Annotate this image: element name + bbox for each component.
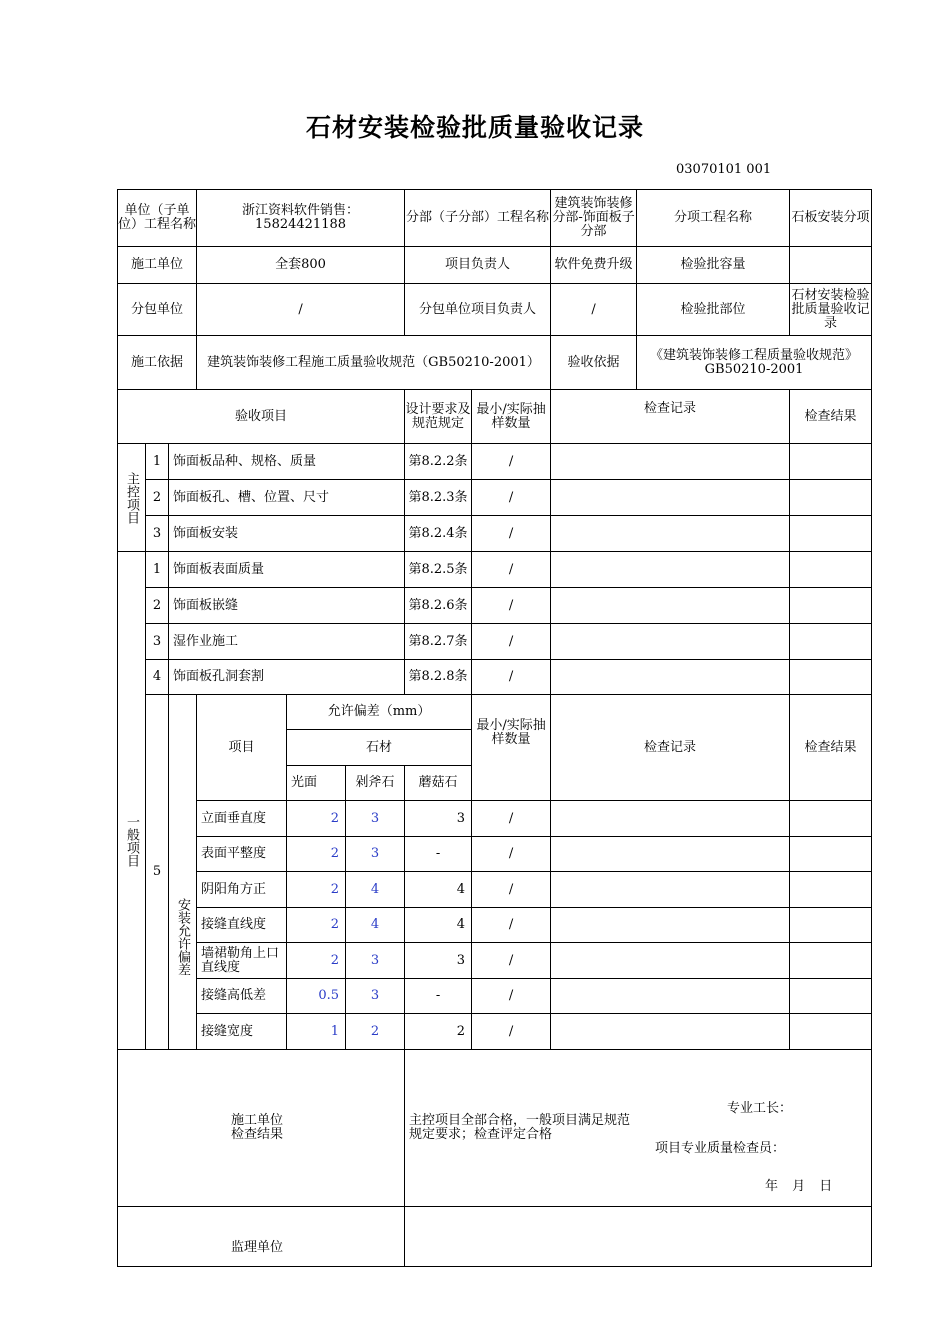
tolerance-item-header: 项目 bbox=[197, 695, 287, 801]
tolerance-sub-header: 蘑菇石 bbox=[405, 766, 472, 801]
table-row bbox=[118, 1014, 872, 1050]
row-no: 2 bbox=[146, 588, 169, 624]
row-name: 接缝直线度 bbox=[197, 908, 287, 943]
pm-value[interactable]: 软件免费升级 bbox=[551, 247, 637, 284]
row-result[interactable] bbox=[790, 1014, 872, 1050]
row-record[interactable] bbox=[551, 801, 790, 837]
row-result[interactable] bbox=[790, 552, 872, 588]
table-row bbox=[118, 624, 872, 660]
row-sample[interactable]: / bbox=[472, 801, 551, 837]
row-no: 1 bbox=[146, 552, 169, 588]
row-no: 3 bbox=[146, 624, 169, 660]
table-row bbox=[118, 837, 872, 872]
record-code: 03070101 001 bbox=[676, 162, 772, 177]
unit-value[interactable]: 浙江资料软件销售：15824421188 bbox=[197, 190, 405, 247]
row-no: 4 bbox=[146, 660, 169, 695]
row-sample[interactable]: / bbox=[472, 444, 551, 480]
row-result[interactable] bbox=[790, 480, 872, 516]
row-result[interactable] bbox=[790, 660, 872, 695]
row-record[interactable] bbox=[551, 588, 790, 624]
table-row bbox=[118, 872, 872, 908]
basis-value[interactable]: 建筑装饰装修工程施工质量验收规范（GB50210-2001） bbox=[197, 336, 551, 390]
row-result[interactable] bbox=[790, 908, 872, 943]
row-name: 饰面板安装 bbox=[169, 516, 405, 552]
part-label: 检验批部位 bbox=[637, 284, 790, 336]
row-spec: 第8.2.3条 bbox=[405, 480, 472, 516]
row-record[interactable] bbox=[551, 1014, 790, 1050]
col-item: 验收项目 bbox=[118, 390, 405, 444]
foreman-label: 专业工长： bbox=[727, 1101, 793, 1116]
row-value-c[interactable]: 3 bbox=[405, 943, 472, 979]
row-value-b[interactable]: 3 bbox=[346, 979, 405, 1014]
tolerance-sub-header: 剁斧石 bbox=[346, 766, 405, 801]
row-spec: 第8.2.4条 bbox=[405, 516, 472, 552]
subcon-pm-label: 分包单位项目负责人 bbox=[405, 284, 551, 336]
row-value-c[interactable]: 3 bbox=[405, 801, 472, 837]
row-record[interactable] bbox=[551, 837, 790, 872]
row-value-a[interactable]: 2 bbox=[287, 801, 346, 837]
row-name: 饰面板品种、规格、质量 bbox=[169, 444, 405, 480]
row-sample[interactable]: / bbox=[472, 943, 551, 979]
item-label: 分项工程名称 bbox=[637, 190, 790, 247]
row-name: 接缝高低差 bbox=[197, 979, 287, 1014]
tolerance-group-label: 安装允许偏差 bbox=[169, 695, 197, 1050]
table-row bbox=[118, 908, 872, 943]
col-result: 检查结果 bbox=[790, 390, 872, 444]
table-row bbox=[118, 516, 872, 552]
row-result[interactable] bbox=[790, 943, 872, 979]
row-value-b[interactable]: 3 bbox=[346, 943, 405, 979]
row-sample[interactable]: / bbox=[472, 624, 551, 660]
accept-label: 验收依据 bbox=[551, 336, 637, 390]
row-value-a[interactable]: 1 bbox=[287, 1014, 346, 1050]
row-spec: 第8.2.7条 bbox=[405, 624, 472, 660]
row-name: 阴阳角方正 bbox=[197, 872, 287, 908]
row-value-c[interactable]: - bbox=[405, 837, 472, 872]
table-row bbox=[118, 480, 872, 516]
row-result[interactable] bbox=[790, 444, 872, 480]
table-row bbox=[118, 801, 872, 837]
row-result[interactable] bbox=[790, 979, 872, 1014]
builder-label: 施工单位 bbox=[118, 247, 197, 284]
tolerance-sub-header: 光面 bbox=[287, 766, 346, 801]
general-group-label: 一般项目 bbox=[118, 552, 146, 1050]
subcon-label: 分包单位 bbox=[118, 284, 197, 336]
row-value-b[interactable]: 3 bbox=[346, 801, 405, 837]
row-record[interactable] bbox=[551, 943, 790, 979]
row-record[interactable] bbox=[551, 480, 790, 516]
row-result[interactable] bbox=[790, 801, 872, 837]
row-name: 墙裙勒角上口直线度 bbox=[197, 943, 287, 979]
table-row bbox=[118, 552, 872, 588]
row-value-b[interactable]: 4 bbox=[346, 872, 405, 908]
row-sample[interactable]: / bbox=[472, 979, 551, 1014]
header-row-basis bbox=[118, 336, 872, 390]
row-name: 饰面板孔洞套割 bbox=[169, 660, 405, 695]
row-result[interactable] bbox=[790, 837, 872, 872]
row-value-a[interactable]: 2 bbox=[287, 872, 346, 908]
row-value-a[interactable]: 2 bbox=[287, 943, 346, 979]
row-name: 接缝宽度 bbox=[197, 1014, 287, 1050]
row-name: 立面垂直度 bbox=[197, 801, 287, 837]
date-label: 年 月 日 bbox=[765, 1179, 833, 1194]
row-value-c[interactable]: 4 bbox=[405, 872, 472, 908]
table-row bbox=[118, 588, 872, 624]
supervision-row bbox=[118, 1207, 872, 1267]
tolerance-stone-header: 石材 bbox=[287, 730, 472, 766]
accept-value[interactable]: 《建筑装饰装修工程质量验收规范》GB50210-2001 bbox=[637, 336, 872, 390]
row-value-a[interactable]: 2 bbox=[287, 908, 346, 943]
main-group-label: 主控项目 bbox=[118, 444, 146, 552]
row-sample[interactable]: / bbox=[472, 588, 551, 624]
row-spec: 第8.2.2条 bbox=[405, 444, 472, 480]
table-row bbox=[118, 943, 872, 979]
sub-value[interactable]: 建筑装饰装修分部-饰面板子分部 bbox=[551, 190, 637, 247]
row-record[interactable] bbox=[551, 660, 790, 695]
part-value[interactable]: 石材安装检验批质量验收记录 bbox=[790, 284, 872, 336]
row-value-b[interactable]: 2 bbox=[346, 1014, 405, 1050]
row-value-b[interactable]: 4 bbox=[346, 908, 405, 943]
capacity-value[interactable] bbox=[790, 247, 872, 284]
row-name: 饰面板嵌缝 bbox=[169, 588, 405, 624]
row-sample[interactable]: / bbox=[472, 552, 551, 588]
tolerance-result-header: 检查结果 bbox=[790, 695, 872, 801]
pm-label: 项目负责人 bbox=[405, 247, 551, 284]
row-spec: 第8.2.6条 bbox=[405, 588, 472, 624]
col-sample: 最小/实际抽样数量 bbox=[472, 390, 551, 444]
subcon-value[interactable]: / bbox=[197, 284, 405, 336]
inspection-table bbox=[117, 189, 872, 1267]
basis-label: 施工依据 bbox=[118, 336, 197, 390]
row-sample[interactable]: / bbox=[472, 480, 551, 516]
row-value-a[interactable]: 2 bbox=[287, 837, 346, 872]
row-name: 表面平整度 bbox=[197, 837, 287, 872]
tolerance-no: 5 bbox=[146, 695, 169, 1050]
row-sample[interactable]: / bbox=[472, 908, 551, 943]
tolerance-record-header: 检查记录 bbox=[551, 695, 790, 801]
sub-label: 分部（子分部）工程名称 bbox=[405, 190, 551, 247]
supervision-body[interactable] bbox=[405, 1207, 872, 1267]
row-record[interactable] bbox=[551, 872, 790, 908]
page-title: 石材安装检验批质量验收记录 bbox=[305, 113, 644, 142]
row-result[interactable] bbox=[790, 516, 872, 552]
column-header-row bbox=[118, 390, 872, 444]
row-value-b[interactable]: 3 bbox=[346, 837, 405, 872]
row-name: 饰面板孔、槽、位置、尺寸 bbox=[169, 480, 405, 516]
row-result[interactable] bbox=[790, 588, 872, 624]
tolerance-header-row-1 bbox=[118, 695, 872, 730]
row-sample[interactable]: / bbox=[472, 872, 551, 908]
row-name: 饰面板表面质量 bbox=[169, 552, 405, 588]
tolerance-sample-header: 最小/实际抽样数量 bbox=[472, 695, 551, 801]
header-row-subcon bbox=[118, 284, 872, 336]
tolerance-allow-header: 允许偏差（mm） bbox=[287, 695, 472, 730]
row-value-a[interactable]: 0.5 bbox=[287, 979, 346, 1014]
row-name: 湿作业施工 bbox=[169, 624, 405, 660]
supervision-label: 监理单位 bbox=[118, 1207, 405, 1267]
conclusion-body[interactable] bbox=[405, 1050, 872, 1207]
row-sample[interactable]: / bbox=[472, 660, 551, 695]
item-value[interactable]: 石板安装分项 bbox=[790, 190, 872, 247]
row-result[interactable] bbox=[790, 872, 872, 908]
builder-value[interactable]: 全套800 bbox=[197, 247, 405, 284]
row-value-c[interactable]: 4 bbox=[405, 908, 472, 943]
row-sample[interactable]: / bbox=[472, 1014, 551, 1050]
row-record[interactable] bbox=[551, 444, 790, 480]
row-record[interactable] bbox=[551, 552, 790, 588]
row-spec: 第8.2.5条 bbox=[405, 552, 472, 588]
row-sample[interactable]: / bbox=[472, 837, 551, 872]
table-row bbox=[118, 660, 872, 695]
table-row bbox=[118, 979, 872, 1014]
conclusion-label: 施工单位检查结果 bbox=[118, 1050, 405, 1207]
col-design: 设计要求及规范规定 bbox=[405, 390, 472, 444]
subcon-pm-value[interactable]: / bbox=[551, 284, 637, 336]
row-record[interactable] bbox=[551, 624, 790, 660]
header-row-builder bbox=[118, 247, 872, 284]
unit-label: 单位（子单位）工程名称 bbox=[118, 190, 197, 247]
header-row-unit bbox=[118, 190, 872, 247]
row-no: 2 bbox=[146, 480, 169, 516]
row-record[interactable] bbox=[551, 516, 790, 552]
capacity-label: 检验批容量 bbox=[637, 247, 790, 284]
row-record[interactable] bbox=[551, 979, 790, 1014]
inspector-label: 项目专业质量检查员： bbox=[655, 1141, 786, 1156]
row-no: 1 bbox=[146, 444, 169, 480]
row-value-c[interactable]: - bbox=[405, 979, 472, 1014]
row-result[interactable] bbox=[790, 624, 872, 660]
row-value-c[interactable]: 2 bbox=[405, 1014, 472, 1050]
table-row bbox=[118, 444, 872, 480]
row-sample[interactable]: / bbox=[472, 516, 551, 552]
conclusion-text: 主控项目全部合格，一般项目满足规范规定要求；检查评定合格 bbox=[409, 1113, 631, 1142]
conclusion-row bbox=[118, 1050, 872, 1207]
row-record[interactable] bbox=[551, 908, 790, 943]
col-record: 检查记录 bbox=[551, 390, 790, 444]
row-spec: 第8.2.8条 bbox=[405, 660, 472, 695]
row-no: 3 bbox=[146, 516, 169, 552]
